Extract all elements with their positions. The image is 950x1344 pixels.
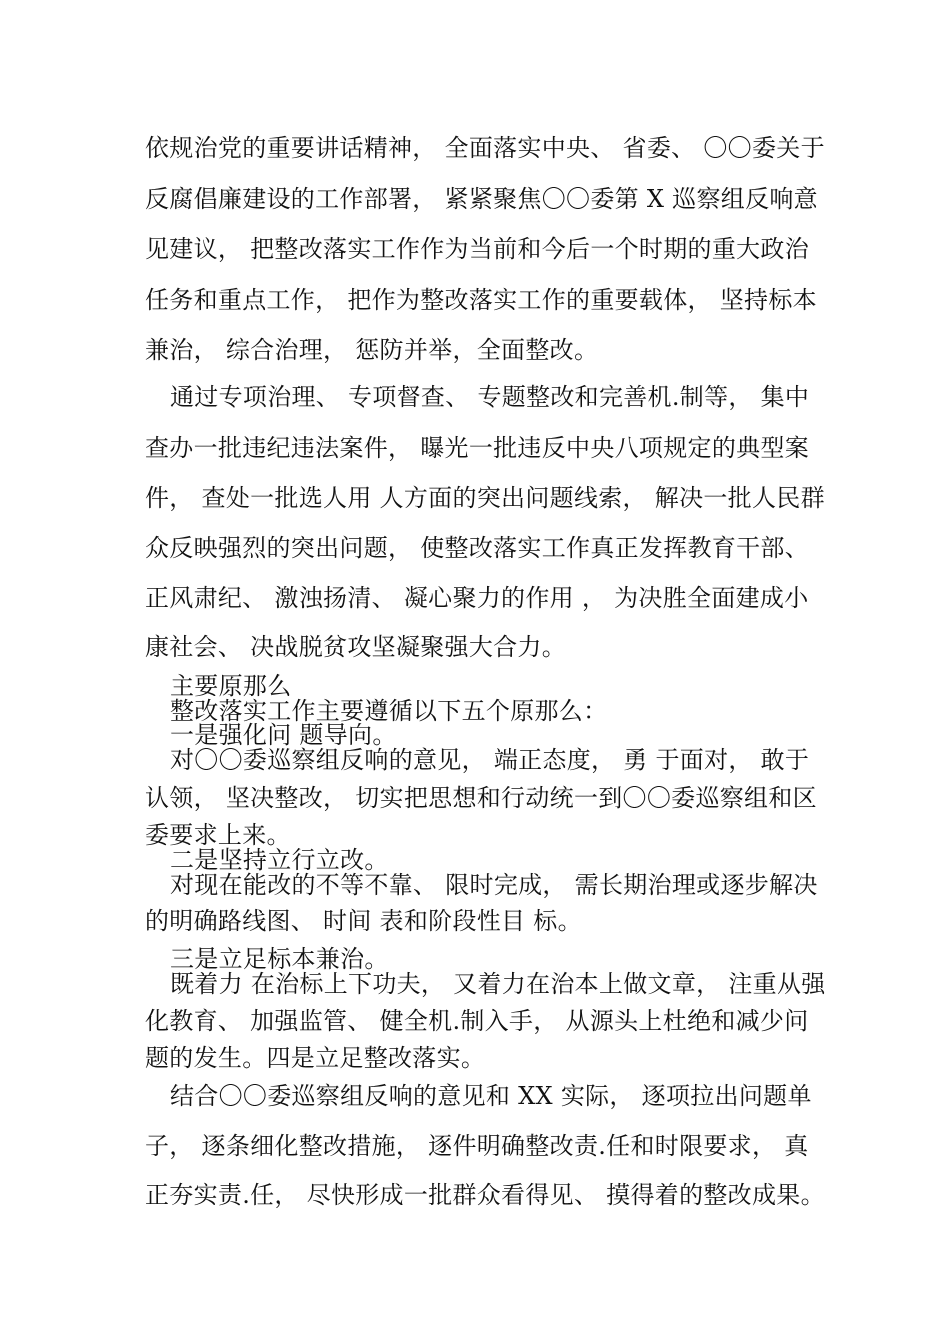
principle-heading: 一是强化问 题导向。 bbox=[170, 721, 397, 749]
text-line: 兼治， 综合治理， 惩防并举，全面整改。 bbox=[145, 336, 599, 364]
principle-heading: 三是立足标本兼治。 bbox=[170, 945, 389, 973]
text-line: 众反映强烈的突出问题， 使整改落实工作真正发挥教育干部、 bbox=[145, 534, 810, 562]
text-line: 化教育、 加强监管、 健全机.制入手， 从源头上杜绝和减少问 bbox=[145, 1007, 809, 1035]
principle-heading: 二是坚持立行立改。 bbox=[170, 846, 389, 874]
text-line: 子， 逐条细化整改措施， 逐件明确整改责.任和时限要求， 真 bbox=[145, 1132, 809, 1160]
text-line: 整改落实工作主要遵循以下五个原那么： bbox=[170, 697, 608, 725]
text-line: 正风肃纪、 激浊扬清、 凝心聚力的作用 ， 为决胜全面建成小 bbox=[145, 584, 809, 612]
text-line: 题的发生。四是立足整改落实。 bbox=[145, 1044, 486, 1072]
text-line: 件， 查处一批选人用 人方面的突出问题线索， 解决一批人民群 bbox=[145, 484, 825, 512]
text-line: 的明确路线图、 时间 表和阶段性目 标。 bbox=[145, 907, 582, 935]
text-line: 结合〇〇委巡察组反响的意见和 XX 实际， 逐项拉出问题单 bbox=[170, 1082, 812, 1110]
text-line: 对现在能改的不等不靠、 限时完成， 需长期治理或逐步解决 bbox=[170, 871, 818, 899]
text-line: 既着力 在治标上下功夫， 又着力在治本上做文章， 注重从强 bbox=[170, 970, 826, 998]
text-line: 通过专项治理、 专项督查、 专题整改和完善机.制等， 集中 bbox=[170, 383, 810, 411]
text-line: 正夯实责.任， 尽快形成一批群众看得见、 摸得着的整改成果。 bbox=[145, 1181, 825, 1209]
text-line: 任务和重点工作， 把作为整改落实工作的重要载体， 坚持标本 bbox=[145, 286, 817, 314]
text-line: 反腐倡廉建设的工作部署， 紧紧聚焦〇〇委第 X 巡察组反响意 bbox=[145, 185, 818, 213]
text-line: 认领， 坚决整改， 切实把思想和行动统一到〇〇委巡察组和区 bbox=[145, 784, 817, 812]
text-line: 见建议， 把整改落实工作作为当前和今后一个时期的重大政治 bbox=[145, 235, 810, 263]
text-line: 对〇〇委巡察组反响的意见， 端正态度， 勇 于面对， 敢于 bbox=[170, 746, 810, 774]
text-line: 依规治党的重要讲话精神， 全面落实中央、 省委、 〇〇委关于 bbox=[145, 134, 825, 162]
text-line: 康社会、 决战脱贫攻坚凝聚强大合力。 bbox=[145, 633, 567, 661]
section-heading: 主要原那么 bbox=[170, 672, 292, 700]
text-line: 查办一批违纪违法案件， 曝光一批违反中央八项规定的典型案 bbox=[145, 434, 810, 462]
text-line: 委要求上来。 bbox=[145, 821, 291, 849]
